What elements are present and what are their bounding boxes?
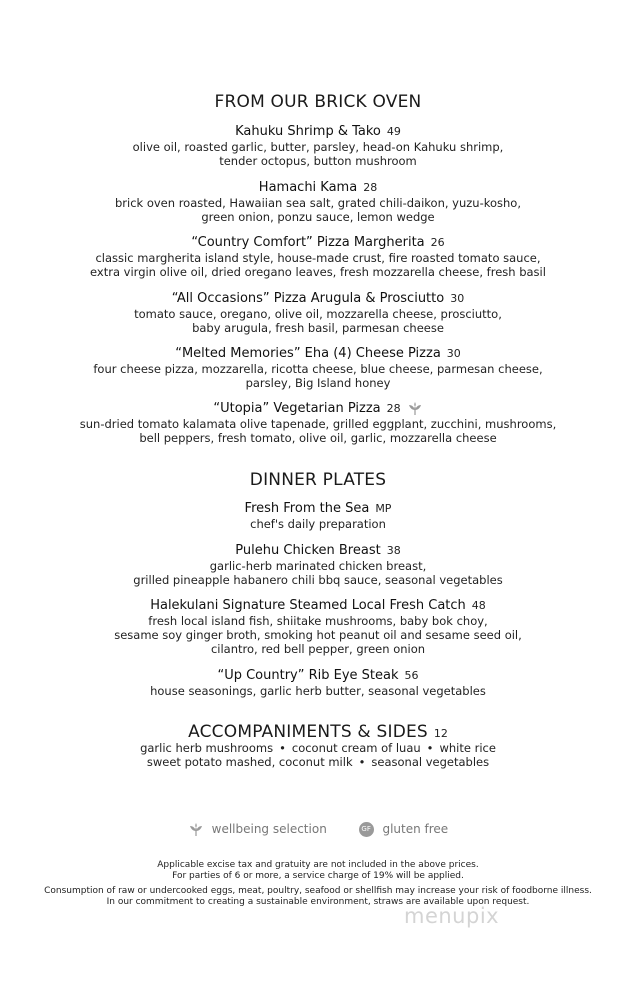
item-name: Fresh From the Sea <box>244 501 370 516</box>
item-description: parsley, Big Island honey <box>245 376 391 390</box>
menu-item <box>0 668 636 698</box>
menu-item <box>0 501 636 531</box>
item-price: 30 <box>446 347 461 360</box>
menu-item <box>0 346 636 390</box>
bullet: • <box>358 755 366 769</box>
menu-item <box>0 401 636 445</box>
item-name: Hamachi Kama <box>258 180 358 195</box>
item-name: Pulehu Chicken Breast <box>235 543 381 558</box>
item-description: four cheese pizza, mozzarella, ricotta cheese, blue cheese, parmesan cheese, <box>93 362 543 376</box>
side-item: coconut cream of luau <box>291 741 421 755</box>
legend-gluten-free <box>359 822 449 837</box>
item-name: “Up Country” Rib Eye Steak <box>217 668 399 683</box>
sides-header <box>0 722 636 742</box>
sides-price: 12 <box>433 727 448 740</box>
fine-print: In our commitment to creating a sustainable environment, straws are available upon request. <box>106 897 530 907</box>
menu-item <box>0 543 636 587</box>
item-description: classic margherita island style, house-made crust, fire roasted tomato sauce, <box>95 251 541 265</box>
item-description: tender octopus, button mushroom <box>219 154 417 168</box>
item-name: Kahuku Shrimp & Tako <box>235 124 381 139</box>
item-price: 28 <box>363 181 378 194</box>
item-description: house seasonings, garlic herb butter, seasonal vegetables <box>150 684 486 698</box>
side-item: seasonal vegetables <box>371 755 490 769</box>
item-price: 49 <box>386 125 401 138</box>
fine-print: For parties of 6 or more, a service charge of 19% will be applied. <box>172 871 464 881</box>
legend-wellbeing <box>188 822 327 837</box>
side-item: garlic herb mushrooms <box>140 741 274 755</box>
legend <box>0 822 636 837</box>
section-title-dinner-plates: DINNER PLATES <box>249 470 387 490</box>
gluten-free-icon: GF <box>359 822 374 837</box>
item-description: cilantro, red bell pepper, green onion <box>210 642 426 656</box>
item-name: “Melted Memories” Eha (4) Cheese Pizza <box>175 346 441 361</box>
menu-item <box>0 235 636 279</box>
item-description: bell peppers, fresh tomato, olive oil, garlic, mozzarella cheese <box>139 431 497 445</box>
section-title-sides: ACCOMPANIMENTS & SIDES <box>188 722 428 742</box>
wellbeing-leaf-icon <box>407 402 423 416</box>
bullet: • <box>426 741 434 755</box>
wellbeing-leaf-icon <box>188 823 204 837</box>
side-item: white rice <box>439 741 496 755</box>
item-description: baby arugula, fresh basil, parmesan cheese <box>192 321 444 335</box>
menu-item <box>0 180 636 224</box>
item-description: olive oil, roasted garlic, butter, parsley, head-on Kahuku shrimp, <box>132 140 504 154</box>
item-description: tomato sauce, oregano, olive oil, mozzarella cheese, prosciutto, <box>134 307 502 321</box>
item-name: “Utopia” Vegetarian Pizza <box>213 401 381 416</box>
legend-label: gluten free <box>382 822 449 836</box>
menu-item <box>0 598 636 656</box>
item-price: 56 <box>404 669 419 682</box>
item-price: MP <box>375 502 392 515</box>
menu-item <box>0 124 636 168</box>
item-price: 30 <box>450 292 465 305</box>
item-description: extra virgin olive oil, dried oregano leaves, fresh mozzarella cheese, fresh basil <box>90 265 546 279</box>
item-description: grilled pineapple habanero chili bbq sauce, seasonal vegetables <box>133 573 503 587</box>
item-price: 38 <box>386 544 401 557</box>
sides-line <box>0 741 636 755</box>
item-name: Halekulani Signature Steamed Local Fresh Catch <box>150 598 466 613</box>
sides-line <box>0 755 636 769</box>
fine-print: Consumption of raw or undercooked eggs, meat, poultry, seafood or shellfish may increase your risk of foodborne illness. <box>44 886 592 896</box>
fine-print: Applicable excise tax and gratuity are not included in the above prices. <box>157 860 479 870</box>
item-description: brick oven roasted, Hawaiian sea salt, grated chili-daikon, yuzu-kosho, <box>114 196 522 210</box>
item-price: 26 <box>430 236 445 249</box>
item-price: 28 <box>386 402 401 415</box>
item-description: fresh local island fish, shiitake mushrooms, baby bok choy, <box>148 614 488 628</box>
item-description: green onion, ponzu sauce, lemon wedge <box>201 210 435 224</box>
item-description: sun-dried tomato kalamata olive tapenade, grilled eggplant, zucchini, mushrooms, <box>79 417 557 431</box>
watermark: menupix <box>404 904 500 928</box>
item-description: chef's daily preparation <box>250 517 386 531</box>
item-name: “All Occasions” Pizza Arugula & Prosciutto <box>171 291 445 306</box>
section-title-brick-oven: FROM OUR BRICK OVEN <box>214 92 422 112</box>
item-name: “Country Comfort” Pizza Margherita <box>191 235 425 250</box>
menu-item <box>0 291 636 335</box>
item-description: sesame soy ginger broth, smoking hot peanut oil and sesame seed oil, <box>114 628 522 642</box>
item-description: garlic-herb marinated chicken breast, <box>209 559 427 573</box>
bullet: • <box>279 741 286 755</box>
side-item: sweet potato mashed, coconut milk <box>146 755 353 769</box>
item-price: 48 <box>471 599 486 612</box>
legend-label: wellbeing selection <box>211 822 327 837</box>
